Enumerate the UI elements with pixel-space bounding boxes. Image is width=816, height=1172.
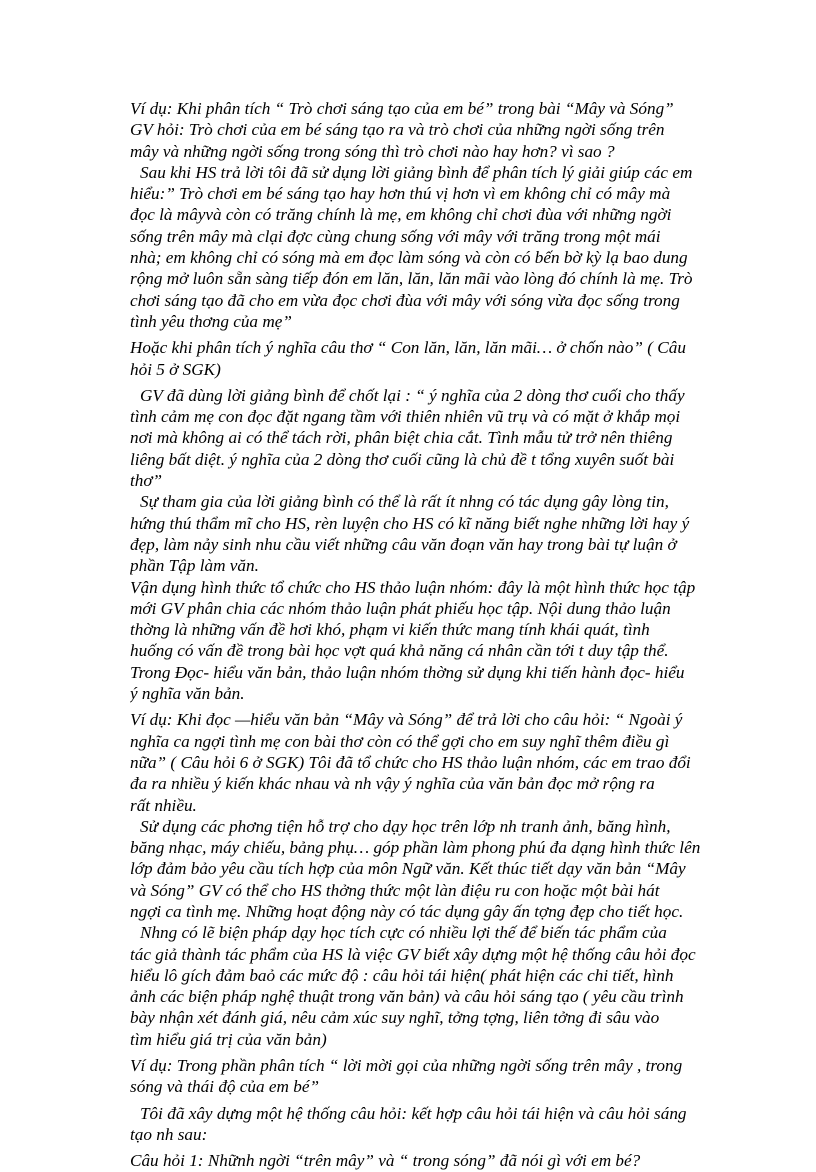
text-line: nghĩa ca ngợi tình mẹ con bài thơ còn có thể gợi cho em suy nghĩ thêm điều gì: [130, 731, 670, 751]
text-line: nhà; em không chỉ có sóng mà em đọc làm sóng và còn có bến bờ kỳ lạ bao dung: [130, 248, 688, 268]
text-line: Sau khi HS trả lời tôi đã sử dụng lời giảng bình để phân tích lý giải giúp các em: [140, 162, 693, 182]
paragraph: [130, 577, 742, 705]
text-line: tình cảm mẹ con đọc đặt ngang tầm với thiên nhiên vũ trụ và có mặt ở khắp mọi: [130, 407, 681, 427]
text-line: GV đã dùng lời giảng bình để chốt lại : “ ý nghĩa của 2 dòng thơ cuối cho thấy: [140, 385, 685, 405]
paragraph: [130, 709, 742, 815]
paragraph: [130, 1150, 742, 1171]
text-line: tình yêu thơng của mẹ”: [130, 311, 292, 331]
text-line: Sự tham gia của lời giảng bình có thể là rất ít nhng có tác dụng gây lòng tin,: [140, 492, 669, 512]
text-line: tạo nh sau:: [130, 1124, 208, 1144]
text-line: Câu hỏi 1: Nhữnh ngời “trên mây” và “ trong sóng” đã nói gì với em bé?: [130, 1151, 641, 1171]
text-line: chơi sáng tạo đã cho em vừa đọc chơi đùa với mây với sóng vừa đọc sống trong: [130, 290, 680, 310]
paragraph: [130, 337, 742, 380]
text-line: Tôi đã xây dựng một hệ thống câu hỏi: kết hợp câu hỏi tái hiện và câu hỏi sáng: [140, 1103, 687, 1123]
text-line: hỏi 5 ở SGK): [130, 359, 221, 379]
text-line: Hoặc khi phân tích ý nghĩa câu thơ “ Con lăn, lăn, lăn mãi… ở chốn nào” ( Câu: [130, 338, 686, 358]
paragraph: [130, 162, 742, 332]
text-line: sóng và thái độ của em bé”: [130, 1077, 320, 1097]
paragraph: [130, 98, 742, 162]
text-line: lớp đảm bảo yêu cầu tích hợp của môn Ngữ văn. Kết thúc tiết dạy văn bản “Mây: [130, 859, 686, 879]
text-line: ngợi ca tình mẹ. Những hoạt động này có tác dụng gây ấn tợng đẹp cho tiết học.: [130, 901, 684, 921]
paragraph: [130, 922, 742, 1050]
paragraph: [130, 385, 742, 491]
text-line: Ví dụ: Khi đọc —hiểu văn bản “Mây và Sóng” để trả lời cho câu hỏi: “ Ngoài ý: [130, 710, 683, 730]
text-line: Vận dụng hình thức tổ chức cho HS thảo luận nhóm: đây là một hình thức học tập: [130, 577, 696, 597]
paragraph: [130, 491, 742, 576]
text-line: tác giả thành tác phẩm của HS là việc GV biết xây dựng một hệ thống câu hỏi đọc: [130, 944, 696, 964]
text-line: ảnh các biện pháp nghệ thuật trong văn bản) và câu hỏi sáng tạo ( yêu cầu trình: [130, 987, 684, 1007]
document-page: [130, 98, 742, 1172]
text-line: rộng mở luôn sẵn sàng tiếp đón em lăn, lăn, lăn mãi vào lòng đó chính là mẹ. Trò: [130, 269, 693, 289]
text-line: đọc là mâyvà còn có trăng chính là mẹ, em không chỉ chơi đùa với những ngời: [130, 205, 672, 225]
text-line: nơi mà không ai có thể tách rời, phân biệt chia cắt. Tình mẫu tử trở nên thiêng: [130, 428, 673, 448]
text-line: nữa” ( Câu hỏi 6 ở SGK) Tôi đã tổ chức cho HS thảo luận nhóm, các em trao đổi: [130, 752, 691, 772]
text-line: Trong Đọc- hiểu văn bản, thảo luận nhóm thờng sử dụng khi tiến hành đọc- hiểu: [130, 662, 685, 682]
text-line: hiểu lô gích đảm baỏ các mức độ : câu hỏi tái hiện( phát hiện các chi tiết, hình: [130, 965, 674, 985]
text-line: GV hỏi: Trò chơi của em bé sáng tạo ra và trò chơi của những ngời sống trên: [130, 120, 665, 140]
text-line: đẹp, làm nảy sinh nhu cầu viết những câu văn đoạn văn hay trong bài tự luận ở: [130, 534, 677, 554]
text-line: ý nghĩa văn bản.: [130, 684, 245, 704]
text-line: mây và những ngời sống trong sóng thì trò chơi nào hay hơn? vì sao ?: [130, 141, 615, 161]
text-line: thơ”: [130, 471, 163, 491]
text-line: Ví dụ: Khi phân tích “ Trò chơi sáng tạo của em bé” trong bài “Mây và Sóng”: [130, 99, 674, 118]
text-line: Ví dụ: Trong phần phân tích “ lời mời gọi của những ngời sống trên mây , trong: [130, 1056, 683, 1076]
text-line: đa ra nhiều ý kiến khác nhau và nh vậy ý nghĩa của văn bản đọc mở rộng ra: [130, 774, 655, 794]
text-line: huống có vấn đề trong bài học vợt quá khả năng cá nhân cần tới t duy tập thể.: [130, 641, 669, 661]
text-line: Sử dụng các phơng tiện hỗ trợ cho dạy học trên lớp nh tranh ảnh, băng hình,: [140, 816, 671, 836]
text-line: băng nhạc, máy chiếu, bảng phụ… góp phần làm phong phú đa dạng hình thức lên: [130, 838, 701, 858]
paragraph: [130, 1055, 742, 1098]
text-line: rất nhiều.: [130, 795, 197, 815]
text-line: và Sóng” GV có thể cho HS thởng thức một làn điệu ru con hoặc một bài hát: [130, 880, 660, 900]
text-line: mới GV phân chia các nhóm thảo luận phát phiếu học tập. Nội dung thảo luận: [130, 598, 671, 618]
paragraph: [130, 816, 742, 922]
paragraph: [130, 1103, 742, 1146]
text-line: sống trên mây mà clại đợc cùng chung sống với mây với trăng trong một mái: [130, 226, 661, 246]
text-line: thờng là những vấn đề hơi khó, phạm vi kiến thức mang tính khái quát, tình: [130, 620, 650, 640]
text-line: Nhng có lẽ biện pháp dạy học tích cực có nhiều lợi thế để biến tác phẩm của: [140, 923, 667, 943]
text-line: liêng bất diệt. ý nghĩa của 2 dòng thơ cuối cũng là chủ đề t tổng xuyên suốt bài: [130, 449, 675, 469]
text-line: phần Tập làm văn.: [130, 556, 259, 576]
text-line: hiểu:” Trò chơi em bé sáng tạo hay hơn thú vị hơn vì em không chỉ có mây mà: [130, 184, 671, 204]
text-line: hứng thú thẩm mĩ cho HS, rèn luyện cho HS có kĩ năng biết nghe những lời hay ý: [130, 513, 690, 533]
text-line: tìm hiểu giá trị của văn bản): [130, 1029, 327, 1049]
text-line: bày nhận xét đánh giá, nêu cảm xúc suy nghĩ, tởng tợng, liên tởng đi sâu vào: [130, 1008, 660, 1028]
